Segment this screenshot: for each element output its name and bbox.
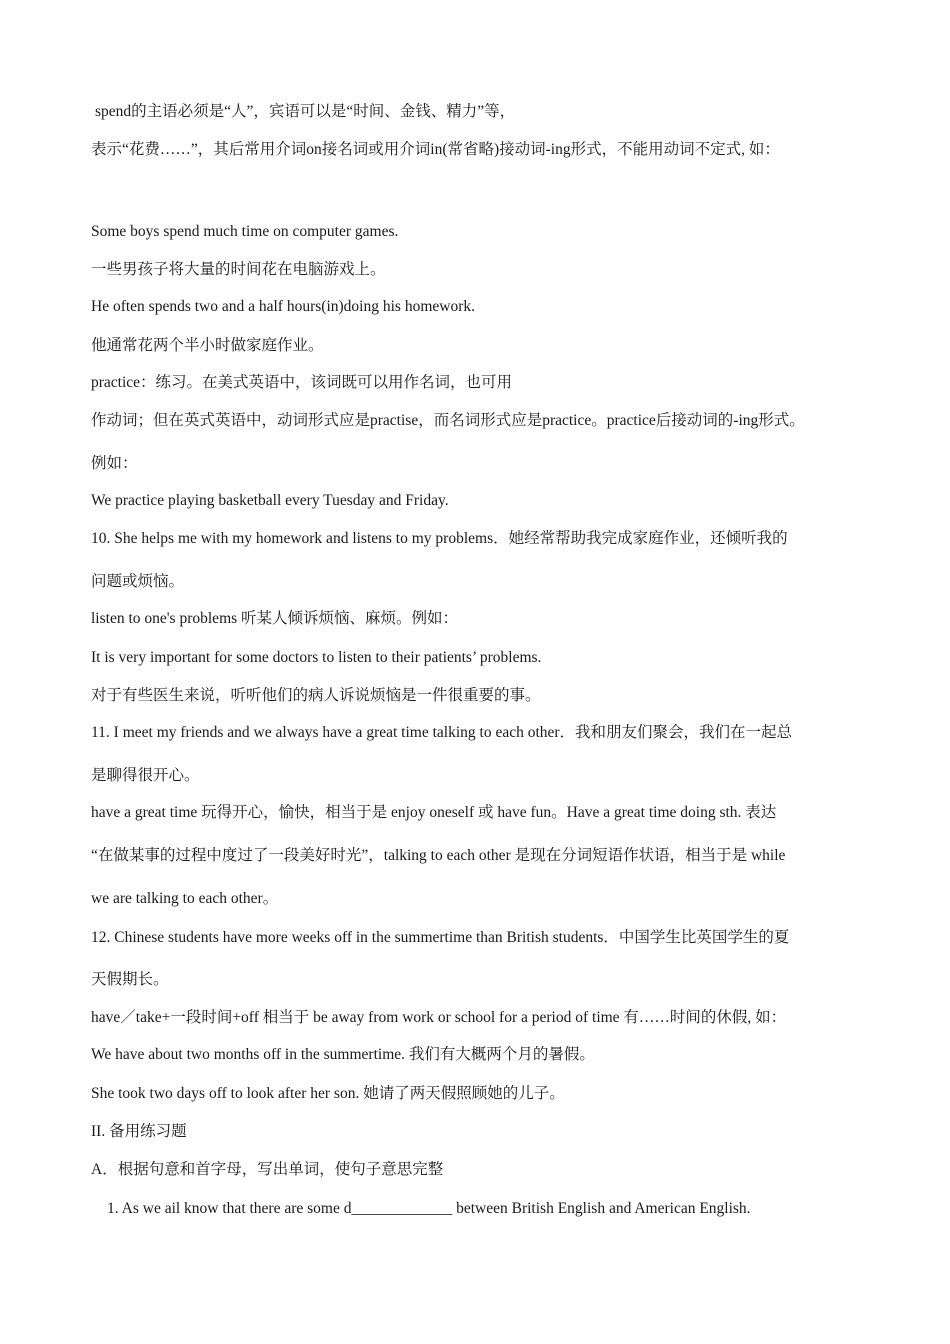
text-line: 表示“花费……”，其后常用介词on接名词或用介词in(常省略)接动词-ing形式，不能用动词不定式, 如： — [91, 141, 780, 158]
text-line: 一些男孩子将大量的时间花在电脑游戏上。 — [91, 261, 386, 278]
text-line: 10. She helps me with my homework and listens to my problems．她经常帮助我完成家庭作业，还倾听我的 — [91, 530, 788, 547]
text-line: have a great time 玩得开心，愉快，相当于是 enjoy oneself 或 have fun。Have a great time doing sth. 表达 — [91, 804, 777, 821]
text-line: He often spends two and a half hours(in)doing his homework. — [91, 298, 475, 315]
text-line: spend的主语必须是“人”，宾语可以是“时间、金钱、精力”等， — [95, 103, 516, 120]
text-line: 11. I meet my friends and we always have a great time talking to each other．我和朋友们聚会，我们在一起总 — [91, 724, 793, 741]
text-line: It is very important for some doctors to listen to their patients’ problems. — [91, 649, 542, 666]
text-line: 天假期长。 — [91, 971, 169, 988]
text-line: 是聊得很开心。 — [91, 767, 200, 784]
text-line: 作动词；但在英式英语中，动词形式应是practise，而名词形式应是practice。practice后接动词的-ing形式。 — [91, 412, 805, 429]
exercise-instruction: A．根据句意和首字母，写出单词，使句子意思完整 — [91, 1161, 444, 1178]
section-heading: II. 备用练习题 — [91, 1123, 187, 1140]
text-line: 他通常花两个半小时做家庭作业。 — [91, 337, 324, 354]
text-line: practice：练习。在美式英语中，该词既可以用作名词，也可用 — [91, 374, 513, 391]
text-line: We practice playing basketball every Tuesday and Friday. — [91, 492, 449, 509]
text-line: 问题或烦恼。 — [91, 573, 185, 590]
text-line: listen to one's problems 听某人倾诉烦恼、麻烦。例如： — [91, 610, 459, 627]
text-line: 例如： — [91, 455, 138, 472]
text-line: Some boys spend much time on computer games. — [91, 223, 399, 240]
text-line: 12. Chinese students have more weeks off in the summertime than British students．中国学生比英国学生的夏 — [91, 929, 790, 946]
text-line: We have about two months off in the summertime. 我们有大概两个月的暑假。 — [91, 1046, 595, 1063]
text-line: 对于有些医生来说，听听他们的病人诉说烦恼是一件很重要的事。 — [91, 687, 541, 704]
text-line: She took two days off to look after her son. 她请了两天假照顾她的儿子。 — [91, 1085, 565, 1102]
text-line: we are talking to each other。 — [91, 890, 279, 907]
text-line: “在做某事的过程中度过了一段美好时光”，talking to each other 是现在分词短语作状语，相当于是 while — [91, 847, 786, 864]
exercise-question: 1. As we ail know that there are some d_____________ between British English and American English. — [107, 1200, 751, 1217]
text-line: have／take+一段时间+off 相当于 be away from work or school for a period of time 有……时间的休假, 如： — [91, 1009, 787, 1026]
